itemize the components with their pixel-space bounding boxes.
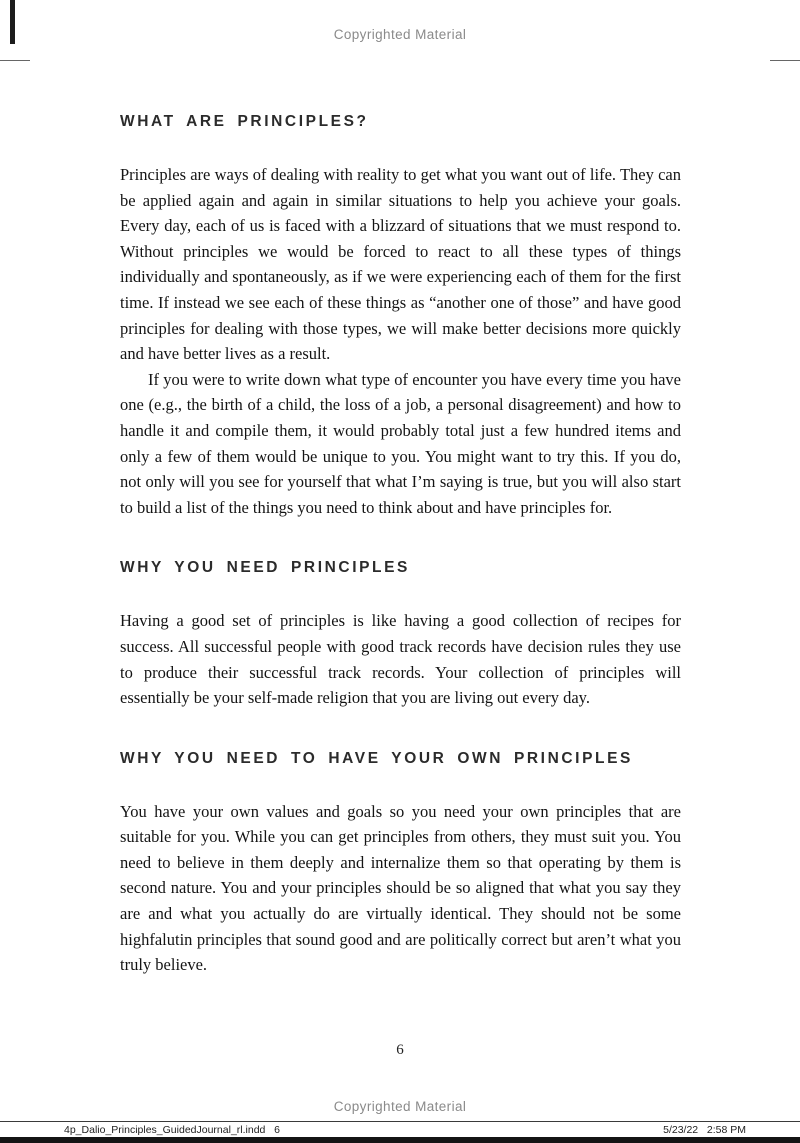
section-heading-what-are-principles: WHAT ARE PRINCIPLES? — [120, 113, 369, 130]
paragraph: If you were to write down what type of encounter you have every time you have one (e.g., the birth of a child, the loss of a job, a personal disagreement) and how to handle it and compile them, it would probably total just a few hundred items and only a few of them would be unique to you. You might want to try this. If you do, not only will you see for yourself that what I’m saying is true, but you will also start to build a list of the things you need to think about and have principles for. — [120, 369, 681, 517]
crop-mark-top-left-vertical — [10, 0, 15, 44]
slug-datetime: 5/23/22 2:58 PM — [663, 1123, 746, 1136]
crop-mark-top-right-horizontal — [770, 60, 800, 61]
section-what-are-principles — [120, 112, 681, 520]
page-number: 6 — [396, 1042, 404, 1058]
paragraph: Having a good set of principles is like having a good collection of recipes for success. All successful people with good track records have decision rules they use to produce their successful track records. Your collection of principles will essentially be your self-made religion that you are living out every day. — [120, 611, 681, 708]
copyright-notice-top: Copyrighted Material — [333, 27, 467, 42]
section-heading-why-your-own-principles: WHY YOU NEED TO HAVE YOUR OWN PRINCIPLES — [120, 749, 633, 767]
copyright-notice-bottom: Copyrighted Material — [333, 1099, 467, 1114]
print-slug — [0, 1122, 800, 1137]
section-why-your-own-principles — [120, 749, 681, 978]
section-why-you-need-principles — [120, 558, 681, 710]
page-body — [120, 112, 681, 978]
slug-filename: 4p_Dalio_Principles_GuidedJournal_rl.indd 6 — [64, 1123, 280, 1136]
section-heading-why-you-need-principles: WHY YOU NEED PRINCIPLES — [120, 559, 410, 577]
paragraph: You have your own values and goals so you need your own principles that are suitable for you. While you can get principles from others, they must suit you. You need to believe in them deeply and internalize them so that operating by them is second nature. You and your principles should be so aligned that what you say they are and what you actually do are virtually identical. They should not be some highfalutin principles that sound good and are politically correct but aren’t what you truly believe. — [120, 801, 681, 975]
crop-bar-bottom — [0, 1137, 800, 1143]
paragraph: Principles are ways of dealing with reality to get what you want out of life. They can be applied again and again in similar situations to help you achieve your goals. Every day, each of us is faced with a blizzard of situations that we must respond to. Without principles we would be forced to react to all these types of things individually and spontaneously, as if we were experiencing each of them for the first time. If instead we see each of these things as “another one of those” and have good principles for dealing with those types, we will make better decisions more quickly and have better lives as a result. — [120, 165, 681, 364]
crop-mark-top-left-horizontal — [0, 60, 30, 61]
